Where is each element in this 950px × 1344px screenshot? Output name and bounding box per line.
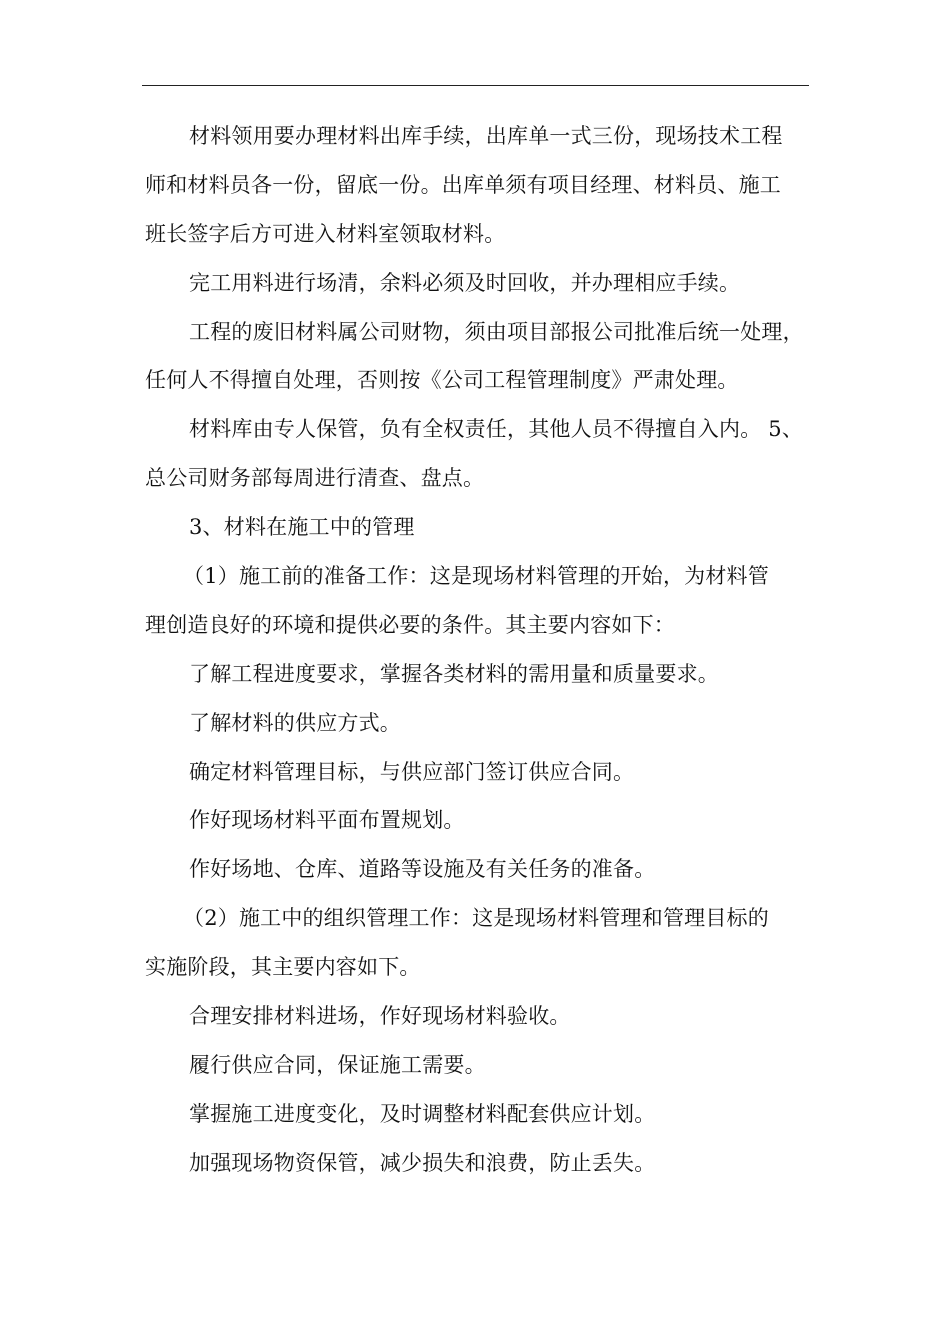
list-item: 作好现场材料平面布置规划。 — [189, 808, 465, 833]
paragraph-line: 任何人不得擅自处理，否则按《公司工程管理制度》严肃处理。 — [145, 368, 739, 393]
paragraph-line: （2）施工中的组织管理工作：这是现场材料管理和管理目标的 — [183, 906, 769, 931]
paragraph-line: 材料领用要办理材料出库手续，出库单一式三份，现场技术工程 — [189, 124, 783, 148]
paragraph-line: 工程的废旧材料属公司财物，须由项目部报公司批准后统一处理， — [189, 319, 804, 344]
paragraph-line: （1）施工前的准备工作：这是现场材料管理的开始，为材料管 — [183, 564, 769, 589]
paragraph-line: 理创造良好的环境和提供必要的条件。其主要内容如下： — [145, 612, 675, 637]
paragraph-line: 班长签字后方可进入材料室领取材料。 — [145, 221, 506, 246]
paragraph-line: 材料库由专人保管，负有全权责任，其他人员不得擅自入内。 5、 — [189, 417, 804, 442]
header-rule — [142, 85, 809, 86]
list-item: 了解工程进度要求，掌握各类材料的需用量和质量要求。 — [189, 661, 719, 686]
list-item: 掌握施工进度变化，及时调整材料配套供应计划。 — [189, 1101, 656, 1126]
section-heading: 3、材料在施工中的管理 — [189, 515, 415, 540]
paragraph-line: 完工用料进行场清，余料必须及时回收，并办理相应手续。 — [189, 270, 741, 295]
paragraph-line: 总公司财务部每周进行清查、盘点。 — [145, 466, 485, 491]
paragraph-line: 师和材料员各一份，留底一份。出库单须有项目经理、材料员、施工 — [145, 172, 781, 197]
list-item: 了解材料的供应方式。 — [189, 710, 401, 735]
list-item: 合理安排材料进场，作好现场材料验收。 — [189, 1004, 571, 1029]
list-item: 履行供应合同，保证施工需要。 — [189, 1052, 486, 1077]
paragraph-line: 实施阶段，其主要内容如下。 — [145, 955, 421, 980]
list-item: 确定材料管理目标，与供应部门签订供应合同。 — [189, 759, 635, 784]
list-item: 作好场地、仓库、道路等设施及有关任务的准备。 — [189, 857, 656, 882]
list-item: 加强现场物资保管，减少损失和浪费，防止丢失。 — [189, 1150, 656, 1175]
document-body — [145, 112, 830, 1188]
